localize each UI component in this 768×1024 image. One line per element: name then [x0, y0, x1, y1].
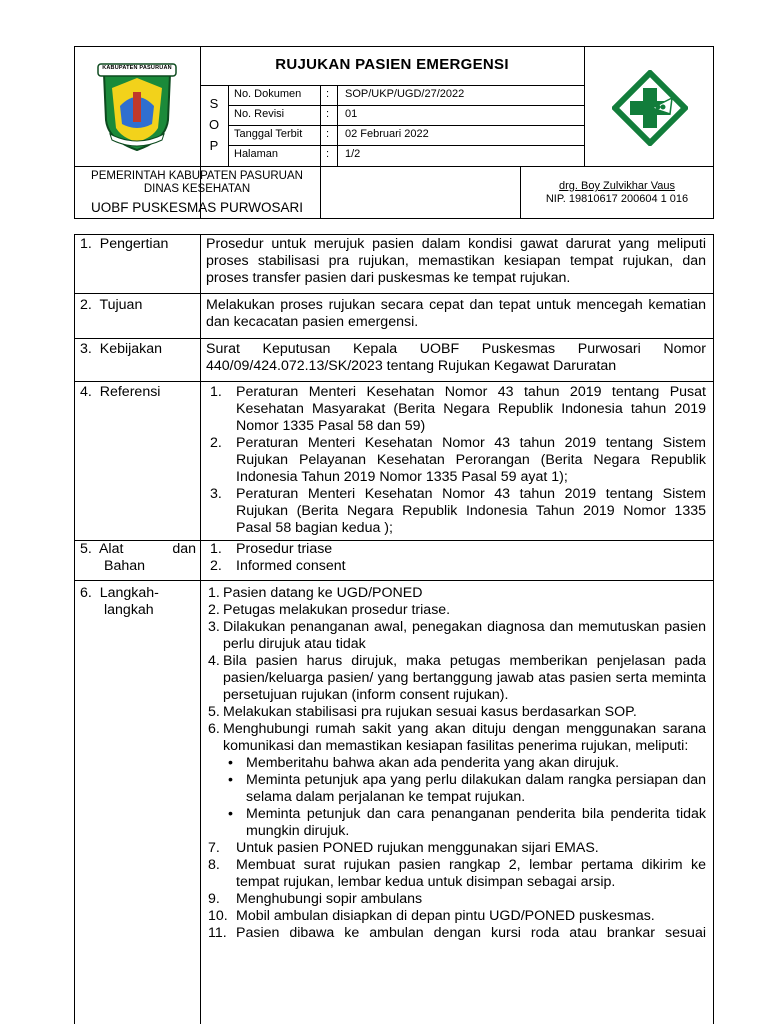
signer-name: drg. Boy Zulvikhar Vaus	[559, 180, 675, 192]
row-4-label	[80, 384, 196, 401]
step-item	[208, 585, 706, 602]
tool-number: 2.	[210, 558, 222, 574]
step-item	[208, 840, 706, 857]
step-text: Bila pasien harus dirujuk, maka petugas memberikan penjelasan pada pasien/keluarga pasien/ yang bertanggung jawab atas pasien serta meminta persetujuan rujukan (inform consent rujukan).	[223, 653, 706, 703]
step-text: Menghubungi rumah sakit yang akan dituju dengan menggunakan sarana komunikasi dan memastikan kesiapan fasilitas penerima rujukan, meliputi:	[223, 721, 706, 754]
step-item	[208, 704, 706, 721]
meta-sep-page: :	[326, 148, 330, 160]
reference-item	[206, 486, 706, 537]
tool-text: Informed consent	[236, 558, 346, 574]
row-1-label	[80, 236, 196, 253]
step-item	[208, 857, 706, 891]
row-5-number: 5.	[80, 541, 92, 557]
row-3-title: Kebijakan	[99, 341, 163, 357]
step-item	[208, 602, 706, 619]
meta-value-rev: 01	[345, 108, 358, 120]
row-5-content	[206, 541, 706, 575]
meta-sep-rev: :	[326, 108, 330, 120]
row-2-title: Tujuan	[99, 297, 143, 313]
row-3-number: 3.	[80, 341, 92, 357]
step-number: 11.	[208, 925, 227, 941]
row-5-title-a: Alat	[98, 541, 124, 557]
puskesmas-logo	[612, 70, 688, 146]
reference-text: Peraturan Menteri Kesehatan Nomor 43 tahun 2019 tentang Pusat Kesehatan Masyarakat (Berita Negara Republik Indonesia tahun 2019 Nomor 1335 Pasal 58 dan 59)	[236, 384, 706, 434]
meta-value-doc: SOP/UKP/UGD/27/2022	[345, 88, 465, 100]
meta-label-doc: No. Dokumen	[234, 88, 302, 100]
kabupaten-logo	[92, 58, 182, 154]
row-2-content: Melakukan proses rujukan secara cepat dan tepat untuk mencegah kematian dan kecacatan pasien emergensi.	[206, 297, 706, 330]
tool-item	[206, 558, 706, 575]
row-4-content	[206, 384, 706, 537]
row-4-title: Referensi	[99, 384, 161, 400]
tool-number: 1.	[210, 541, 222, 557]
bullet-icon: •	[228, 772, 233, 788]
bullet-item	[208, 772, 706, 806]
sop-letter-s: S	[209, 96, 219, 111]
reference-text: Peraturan Menteri Kesehatan Nomor 43 tahun 2019 tentang Sistem Rujukan (Berita Negara Republik Indonesia Tahun 2019 Nomor 1335 Pasal 58 bagian kedua );	[236, 486, 706, 536]
meta-sep-date: :	[326, 128, 330, 140]
bullet-text: Memberitahu bahwa akan ada penderita yang akan dirujuk.	[246, 755, 620, 771]
step-number: 4.	[208, 653, 220, 669]
step-number: 1.	[208, 585, 220, 601]
row-3-content: Surat Keputusan Kepala UOBF Puskesmas Purwosari Nomor 440/09/424.072.13/SK/2023 tentang Rujukan Kegawat Daruratan	[206, 341, 706, 374]
step-item	[208, 925, 706, 942]
sop-letter-p: P	[209, 138, 219, 153]
step-text: Melakukan stabilisasi pra rujukan sesuai kasus berdasarkan SOP.	[223, 704, 637, 720]
step-text: Menghubungi sopir ambulans	[236, 891, 423, 907]
reference-number: 3.	[210, 486, 222, 502]
row-5-title-b: dan	[172, 541, 196, 557]
meta-sep-doc: :	[326, 88, 330, 100]
row-6-title-a: Langkah-	[99, 585, 159, 601]
step-text: Pasien datang ke UGD/PONED	[223, 585, 423, 601]
row-1-content: Prosedur untuk merujuk pasien dalam kondisi gawat darurat yang meliputi proses stabilisasi pra rujukan, memastikan kesiapan tempat rujukan, dan proses transfer pasien dari puskesmas ke tempat rujukan.	[206, 236, 706, 286]
row-2-number: 2.	[80, 297, 92, 313]
row-2-label	[80, 297, 196, 314]
step-number: 6.	[208, 721, 220, 737]
tool-item	[206, 541, 706, 558]
step-number: 3.	[208, 619, 220, 635]
bullet-icon: •	[228, 755, 233, 771]
tool-text: Prosedur triase	[236, 541, 333, 557]
step-item	[208, 908, 706, 925]
meta-label-date: Tanggal Terbit	[234, 128, 303, 140]
step-item	[208, 891, 706, 908]
meta-value-date: 02 Februari 2022	[345, 128, 429, 140]
bullet-text: Meminta petunjuk dan cara penanganan penderita bila penderita tidak mungkin dirujuk.	[246, 806, 706, 839]
step-number: 2.	[208, 602, 220, 618]
row-6-title-b: langkah	[104, 602, 154, 618]
step-number: 7.	[208, 840, 220, 856]
step-text: Dilakukan penanganan awal, penegakan diagnosa dan memutuskan pasien perlu dirujuk atau tidak	[223, 619, 706, 652]
row-5-title-c: Bahan	[104, 558, 146, 574]
reference-text: Peraturan Menteri Kesehatan Nomor 43 tahun 2019 tentang Sistem Rujukan Pelayanan Kesehatan Perorangan (Berita Negara Republik Indonesia Tahun 2019 Nomor 1335 Pasal 59 ayat 1);	[236, 435, 706, 485]
bullet-icon: •	[228, 806, 233, 822]
row-6-number: 6.	[80, 585, 92, 601]
step-text: Mobil ambulan disiapkan di depan pintu UGD/PONED puskesmas.	[236, 908, 655, 924]
step-item	[208, 653, 706, 704]
bullet-item	[208, 755, 706, 772]
reference-item	[206, 435, 706, 486]
signer-nip: NIP. 19810617 200604 1 016	[545, 193, 689, 205]
step-number: 9.	[208, 891, 220, 907]
step-text: Petugas melakukan prosedur triase.	[223, 602, 451, 618]
step-item	[208, 619, 706, 653]
row-1-number: 1.	[80, 236, 92, 252]
step-number: 8.	[208, 857, 220, 873]
row-1-title: Pengertian	[99, 236, 169, 252]
org-line-2: DINAS KESEHATAN	[143, 183, 251, 195]
row-6-content	[208, 585, 706, 942]
reference-item	[206, 384, 706, 435]
step-text: Membuat surat rujukan pasien rangkap 2, lembar pertama dikirim ke tempat rujukan, lembar kedua untuk disimpan sebagai arsip.	[236, 857, 706, 890]
step-item	[208, 721, 706, 755]
sop-letter-o: O	[208, 117, 220, 132]
meta-label-page: Halaman	[234, 148, 279, 160]
meta-value-page: 1/2	[345, 148, 361, 160]
org-line-1: PEMERINTAH KABUPATEN PASURUAN	[91, 170, 303, 182]
row-6-label	[80, 585, 196, 619]
reference-number: 1.	[210, 384, 222, 400]
row-5-label	[80, 541, 196, 575]
page-title: RUJUKAN PASIEN EMERGENSI	[275, 56, 509, 73]
step-number: 5.	[208, 704, 220, 720]
meta-label-rev: No. Revisi	[234, 108, 285, 120]
step-number: 10.	[208, 908, 228, 924]
row-3-label	[80, 341, 196, 358]
bullet-text: Meminta petunjuk apa yang perlu dilakukan dalam rangka persiapan dan selama dalam perjalanan ke tempat rujukan.	[246, 772, 706, 805]
bullet-item	[208, 806, 706, 840]
org-line-3: UOBF PUSKESMAS PURWOSARI	[90, 200, 304, 215]
step-text: Untuk pasien PONED rujukan menggunakan sijari EMAS.	[236, 840, 599, 856]
logo-banner-text: KABUPATEN PASURUAN	[102, 65, 172, 71]
step-text: Pasien dibawa ke ambulan dengan kursi roda atau brankar sesuai	[236, 925, 706, 941]
reference-number: 2.	[210, 435, 222, 451]
row-4-number: 4.	[80, 384, 92, 400]
